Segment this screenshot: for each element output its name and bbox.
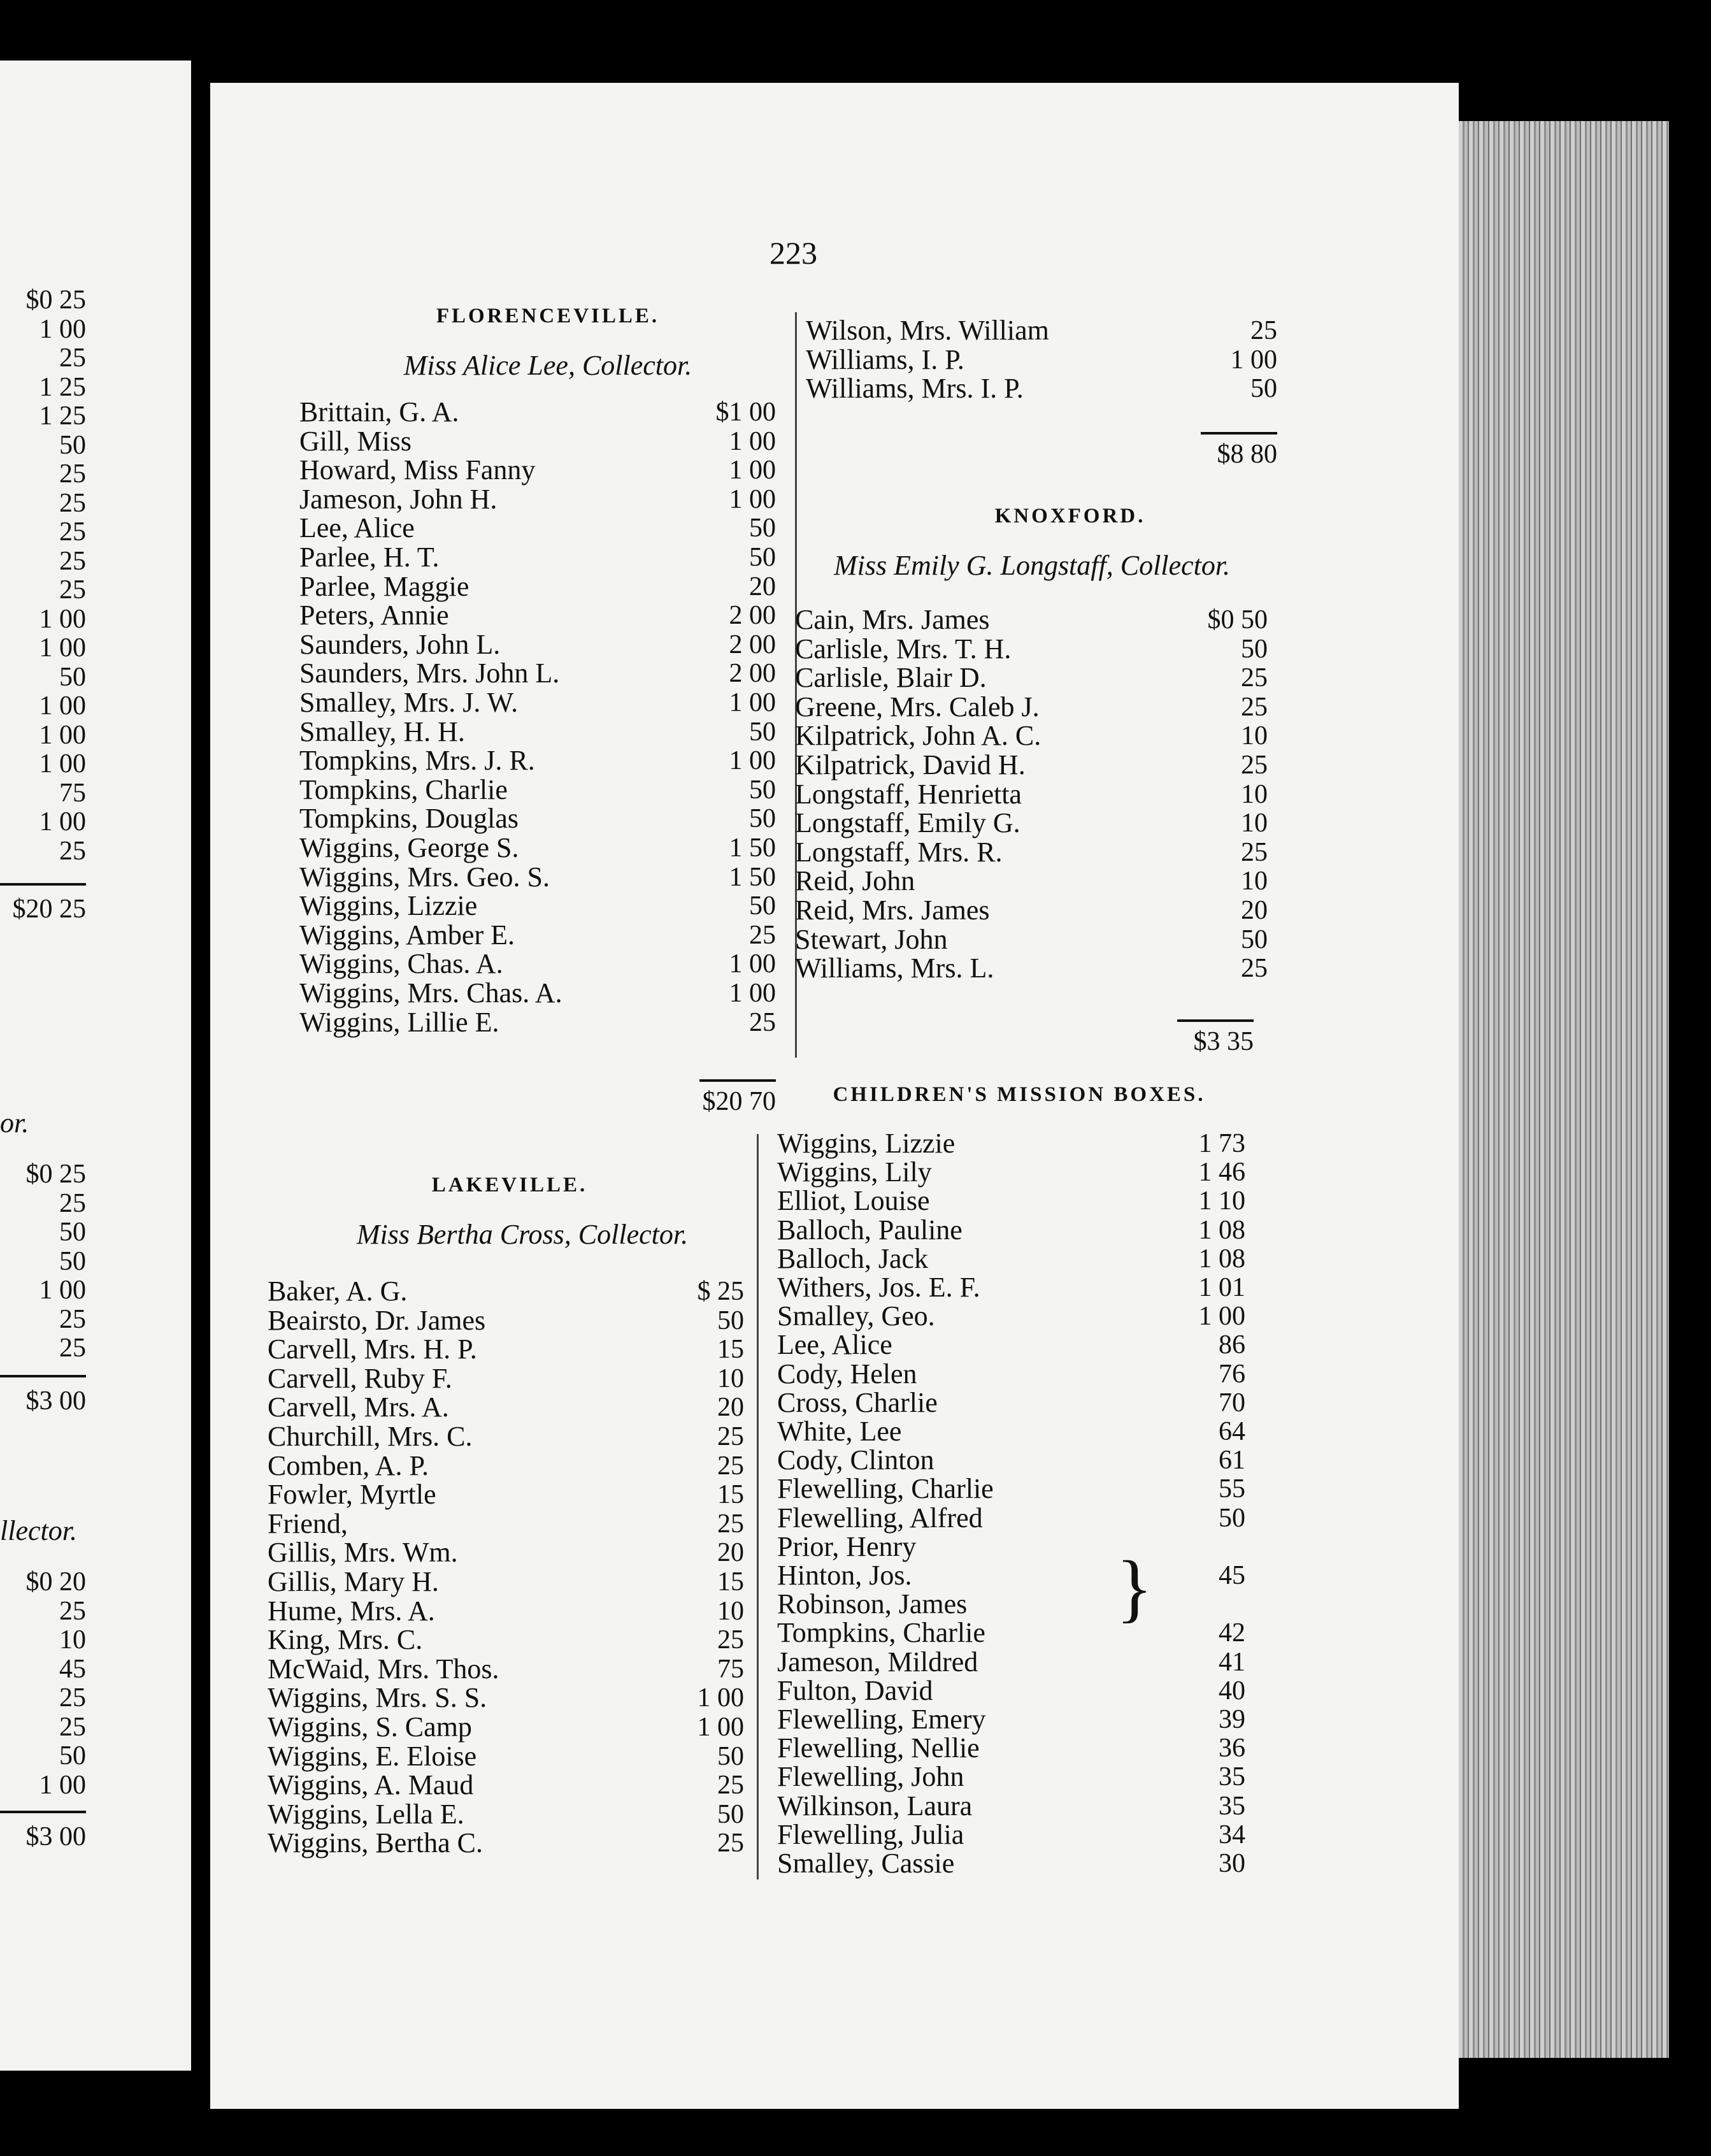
entry-amount: 20 (749, 571, 776, 601)
entry-name: Saunders, Mrs. John L. (299, 658, 560, 689)
entry-name: Longstaff, Emily G. (795, 807, 1020, 839)
entry-name: Elliot, Louise (777, 1185, 930, 1217)
entry-name: Brittain, G. A. (299, 396, 459, 428)
entry-name: Balloch, Pauline (777, 1214, 963, 1246)
entry-name: Wiggins, George S. (299, 832, 519, 863)
entry-name: Wiggins, Mrs. S. S. (268, 1682, 487, 1714)
entry-amount: 1 00 (729, 746, 776, 776)
entry-amount: 25 (1250, 316, 1277, 345)
entry-name: Williams, Mrs. I. P. (806, 373, 1024, 405)
entry-name: Wiggins, A. Maud (268, 1769, 474, 1801)
total-rule (699, 1079, 776, 1082)
left-amount: 25 (59, 459, 86, 489)
entry-amount: 25 (717, 1509, 744, 1539)
entry-amount: 25 (1241, 663, 1268, 693)
entry-name: Wiggins, Lizzie (299, 890, 478, 922)
entry-amount: 42 (1219, 1618, 1245, 1648)
entry-name: Wiggins, Chas. A. (299, 948, 503, 980)
entry-amount: 50 (1241, 924, 1268, 954)
total-amount: $3 35 (1193, 1027, 1254, 1056)
entry-name: Robinson, James (777, 1588, 968, 1620)
heading-mission-boxes: CHILDREN'S MISSION BOXES. (833, 1083, 1206, 1106)
entry-name: Parlee, H. T. (299, 542, 440, 573)
left-amount: 25 (59, 517, 86, 547)
entry-amount: 50 (749, 514, 776, 543)
entry-amount: 25 (1241, 751, 1268, 780)
heading-knoxford: KNOXFORD. (994, 505, 1146, 528)
entry-amount: 10 (1241, 721, 1268, 751)
entry-name: Baker, A. G. (268, 1276, 408, 1307)
entry-amount: 41 (1219, 1647, 1245, 1677)
entry-name: Beairsto, Dr. James (268, 1304, 486, 1336)
entry-name: Parlee, Maggie (299, 570, 469, 602)
entry-amount: 1 73 (1198, 1129, 1245, 1158)
entry-amount: 20 (717, 1538, 744, 1568)
entry-name: Carlisle, Blair D. (795, 662, 987, 694)
entry-amount: 1 00 (729, 949, 776, 979)
entry-name: Prior, Henry (777, 1530, 917, 1562)
entry-name: Wiggins, Lily (777, 1156, 932, 1188)
entry-name: Carlisle, Mrs. T. H. (795, 633, 1012, 665)
entry-name: Reid, John (795, 865, 915, 897)
entry-amount: 50 (1219, 1503, 1245, 1533)
heading-lakeville: LAKEVILLE. (431, 1174, 588, 1197)
entry-amount: 1 00 (729, 426, 776, 456)
left-amount: 25 (59, 1188, 86, 1218)
left-amount: 1 00 (39, 314, 86, 344)
entry-amount: 35 (1219, 1762, 1245, 1792)
entry-amount: 25 (717, 1829, 744, 1858)
entry-amount: 15 (717, 1567, 744, 1597)
entry-amount: 25 (1241, 954, 1268, 984)
entry-amount: 86 (1219, 1330, 1245, 1360)
entry-amount: 50 (1241, 634, 1268, 664)
left-total: $3 00 (25, 1386, 86, 1416)
entry-amount: 25 (717, 1625, 744, 1655)
entry-amount: 1 00 (729, 456, 776, 485)
entry-name: Carvell, Mrs. A. (268, 1391, 449, 1423)
entry-amount: 25 (749, 920, 776, 950)
entry-name: Wilkinson, Laura (777, 1790, 973, 1822)
entry-name: Lee, Alice (299, 512, 415, 544)
entry-amount: 10 (1241, 866, 1268, 896)
total-amount: $8 80 (1217, 440, 1277, 469)
entry-amount: 1 00 (729, 688, 776, 717)
entry-amount: 1 08 (1198, 1244, 1245, 1274)
entry-name: Cain, Mrs. James (795, 604, 990, 635)
left-amount: 1 00 (39, 604, 86, 634)
entry-name: Flewelling, Alfred (777, 1502, 983, 1534)
collector-knoxford: Miss Emily G. Longstaff, Collector. (833, 550, 1231, 581)
column-divider-bottom (757, 1134, 759, 1879)
entry-amount: 1 00 (1198, 1302, 1245, 1332)
entry-amount: 39 (1219, 1705, 1245, 1734)
left-amount: 50 (59, 430, 86, 460)
entry-name: Wilson, Mrs. William (806, 315, 1049, 346)
left-amount: 25 (59, 1304, 86, 1334)
left-amount: 50 (59, 1741, 86, 1771)
book-page-edges (1459, 121, 1669, 2058)
entry-name: Tompkins, Douglas (299, 803, 519, 835)
entry-name: Gillis, Mary H. (268, 1566, 439, 1597)
entry-name: Kilpatrick, John A. C. (795, 720, 1042, 752)
entry-amount: 10 (1241, 808, 1268, 838)
entry-amount: 55 (1219, 1474, 1245, 1504)
entry-amount: 10 (717, 1363, 744, 1393)
left-amount: 1 00 (39, 1770, 86, 1800)
entry-amount: 10 (1241, 779, 1268, 809)
entry-name: Flewelling, Emery (777, 1704, 986, 1735)
left-amount: 1 00 (39, 633, 86, 663)
left-amount: 1 00 (39, 749, 86, 779)
entry-amount: 50 (749, 804, 776, 834)
left-amount: $0 25 (25, 1160, 86, 1189)
entry-name: Smalley, Mrs. J. W. (299, 687, 519, 718)
entry-name: Carvell, Mrs. H. P. (268, 1333, 477, 1365)
entry-name: Lee, Alice (777, 1329, 892, 1361)
entry-name: Flewelling, John (777, 1761, 964, 1793)
left-amount: 1 25 (39, 372, 86, 402)
entry-amount: 50 (717, 1741, 744, 1771)
left-amount: 25 (59, 546, 86, 576)
left-total-rule (0, 1375, 86, 1377)
page-number: 223 (770, 235, 817, 271)
entry-amount: 1 00 (1230, 345, 1277, 375)
entry-name: Reid, Mrs. James (795, 895, 990, 926)
entry-amount: 2 00 (729, 659, 776, 689)
left-amount: 75 (59, 778, 86, 808)
left-total-rule (0, 1811, 86, 1813)
entry-name: Smalley, H. H. (299, 715, 465, 747)
total-rule (1177, 1019, 1254, 1022)
left-amount: 1 00 (39, 720, 86, 750)
entry-name: Churchill, Mrs. C. (268, 1421, 473, 1452)
left-fragment-text: or. (0, 1107, 29, 1139)
entry-name: Balloch, Jack (777, 1242, 929, 1274)
entry-name: Greene, Mrs. Caleb J. (795, 691, 1040, 722)
entry-amount: 1 50 (729, 833, 776, 863)
left-amount: 50 (59, 1246, 86, 1276)
left-amount: $0 25 (25, 285, 86, 315)
entry-name: Tompkins, Mrs. J. R. (299, 745, 535, 777)
left-amount: 50 (59, 1218, 86, 1247)
total-rule (1201, 432, 1277, 435)
entry-name: Comben, A. P. (268, 1449, 429, 1481)
entry-amount: 25 (717, 1422, 744, 1451)
entry-name: Flewelling, Charlie (777, 1473, 994, 1505)
left-amount: 25 (59, 1712, 86, 1742)
left-amount: 25 (59, 1333, 86, 1363)
entry-amount: 25 (717, 1771, 744, 1800)
left-total: $3 00 (25, 1822, 86, 1851)
entry-amount: 15 (717, 1480, 744, 1510)
entry-name: Jameson, John H. (299, 483, 498, 515)
left-amount: $0 20 (25, 1567, 86, 1597)
entry-amount: $0 50 (1207, 605, 1268, 635)
entry-name: Cody, Clinton (777, 1444, 934, 1476)
entry-amount: 50 (1250, 374, 1277, 404)
left-amount: 10 (59, 1625, 86, 1655)
entry-name: Williams, I. P. (806, 343, 964, 375)
entry-name: Wiggins, S. Camp (268, 1711, 472, 1743)
left-fragment-text: llector. (0, 1515, 77, 1546)
left-amount: 25 (59, 836, 86, 866)
entry-amount: 30 (1219, 1849, 1245, 1878)
entry-amount: 64 (1219, 1417, 1245, 1446)
entry-amount: 34 (1219, 1820, 1245, 1850)
entry-name: Jameson, Mildred (777, 1646, 978, 1678)
left-amount: 25 (59, 1596, 86, 1626)
entry-amount: 1 10 (1198, 1186, 1245, 1216)
entry-name: White, Lee (777, 1416, 902, 1447)
entry-name: Saunders, John L. (299, 628, 501, 660)
entry-name: Withers, Jos. E. F. (777, 1272, 980, 1303)
total-amount: $20 70 (702, 1087, 776, 1116)
entry-amount: 1 08 (1198, 1215, 1245, 1245)
entry-name: Wiggins, Amber E. (299, 919, 515, 951)
left-total: $20 25 (12, 895, 86, 924)
entry-amount: 25 (1241, 837, 1268, 867)
entry-name: Cody, Helen (777, 1358, 917, 1390)
collector-florenceville: Miss Alice Lee, Collector. (403, 350, 692, 381)
entry-name: Flewelling, Julia (777, 1818, 964, 1850)
entry-name: Howard, Miss Fanny (299, 454, 536, 486)
entry-amount: 1 50 (729, 862, 776, 892)
entry-amount: 50 (717, 1305, 744, 1335)
brace-mark: } (1116, 1545, 1153, 1630)
entry-name: Hume, Mrs. A. (268, 1595, 435, 1627)
entry-name: Williams, Mrs. L. (795, 952, 994, 984)
entry-amount: 50 (749, 775, 776, 805)
entry-name: Tompkins, Charlie (777, 1617, 985, 1649)
entry-amount: 50 (749, 543, 776, 572)
entry-amount: 1 00 (697, 1683, 744, 1713)
entry-name: Tompkins, Charlie (299, 773, 508, 805)
entry-name: Carvell, Ruby F. (268, 1362, 452, 1394)
entry-amount: 40 (1219, 1676, 1245, 1706)
left-amount: 1 00 (39, 1276, 86, 1305)
left-total-rule (0, 883, 86, 886)
entry-name: Wiggins, Mrs. Geo. S. (299, 861, 550, 893)
entry-name: Hinton, Jos. (777, 1560, 912, 1591)
entry-name: Cross, Charlie (777, 1386, 938, 1418)
entry-amount: 61 (1219, 1446, 1245, 1476)
entry-name: King, Mrs. C. (268, 1624, 423, 1656)
entry-amount: 45 (1219, 1561, 1245, 1590)
entry-name: Longstaff, Mrs. R. (795, 836, 1003, 868)
collector-lakeville: Miss Bertha Cross, Collector. (356, 1219, 689, 1250)
entry-name: Fulton, David (777, 1674, 933, 1706)
entry-name: Smalley, Geo. (777, 1300, 935, 1332)
entry-amount: $ 25 (697, 1277, 744, 1306)
entry-amount: 25 (717, 1451, 744, 1481)
entry-amount: 1 00 (729, 484, 776, 514)
entry-amount: 35 (1219, 1791, 1245, 1821)
entry-amount: 10 (717, 1596, 744, 1626)
entry-name: Wiggins, Lella E. (268, 1798, 464, 1830)
entry-amount: 36 (1219, 1734, 1245, 1764)
entry-amount: 20 (1241, 896, 1268, 925)
entry-amount: 76 (1219, 1359, 1245, 1389)
entry-name: Longstaff, Henrietta (795, 778, 1022, 810)
entry-name: Wiggins, Lillie E. (299, 1006, 499, 1038)
entry-amount: 1 00 (729, 979, 776, 1008)
entry-amount: 2 00 (729, 629, 776, 659)
entry-name: Wiggins, Mrs. Chas. A. (299, 977, 562, 1009)
left-amount: 25 (59, 1683, 86, 1713)
entry-amount: $1 00 (715, 398, 776, 427)
heading-florenceville: FLORENCEVILLE. (436, 305, 660, 327)
left-amount: 45 (59, 1654, 86, 1684)
left-amount: 1 00 (39, 807, 86, 837)
entry-name: Peters, Annie (299, 600, 449, 631)
entry-amount: 50 (749, 891, 776, 921)
entry-amount: 15 (717, 1335, 744, 1365)
left-amount: 25 (59, 575, 86, 605)
entry-amount: 70 (1219, 1388, 1245, 1418)
entry-name: Wiggins, Lizzie (777, 1128, 956, 1159)
left-amount: 25 (59, 488, 86, 518)
entry-name: Stewart, John (795, 923, 948, 955)
entry-name: Kilpatrick, David H. (795, 749, 1026, 780)
entry-amount: 50 (749, 717, 776, 747)
entry-name: McWaid, Mrs. Thos. (268, 1653, 499, 1685)
entry-amount: 1 46 (1198, 1158, 1245, 1188)
entry-name: Gill, Miss (299, 425, 412, 457)
entry-name: Fowler, Myrtle (268, 1479, 436, 1511)
entry-name: Flewelling, Nellie (777, 1732, 980, 1764)
left-amount: 1 00 (39, 691, 86, 721)
entry-amount: 1 00 (697, 1713, 744, 1742)
entry-amount: 75 (717, 1654, 744, 1684)
entry-name: Gillis, Mrs. Wm. (268, 1537, 458, 1569)
entry-amount: 2 00 (729, 601, 776, 631)
entry-name: Wiggins, Bertha C. (268, 1827, 483, 1859)
entry-name: Smalley, Cassie (777, 1848, 955, 1879)
entry-amount: 1 01 (1198, 1273, 1245, 1302)
entry-amount: 20 (717, 1393, 744, 1423)
left-amount: 50 (59, 662, 86, 692)
entry-amount: 50 (717, 1799, 744, 1829)
left-amount: 1 25 (39, 401, 86, 431)
entry-name: Friend, (268, 1507, 348, 1539)
entry-amount: 25 (1241, 692, 1268, 722)
entry-name: Wiggins, E. Eloise (268, 1740, 477, 1772)
left-amount: 25 (59, 343, 86, 373)
entry-amount: 25 (749, 1007, 776, 1037)
